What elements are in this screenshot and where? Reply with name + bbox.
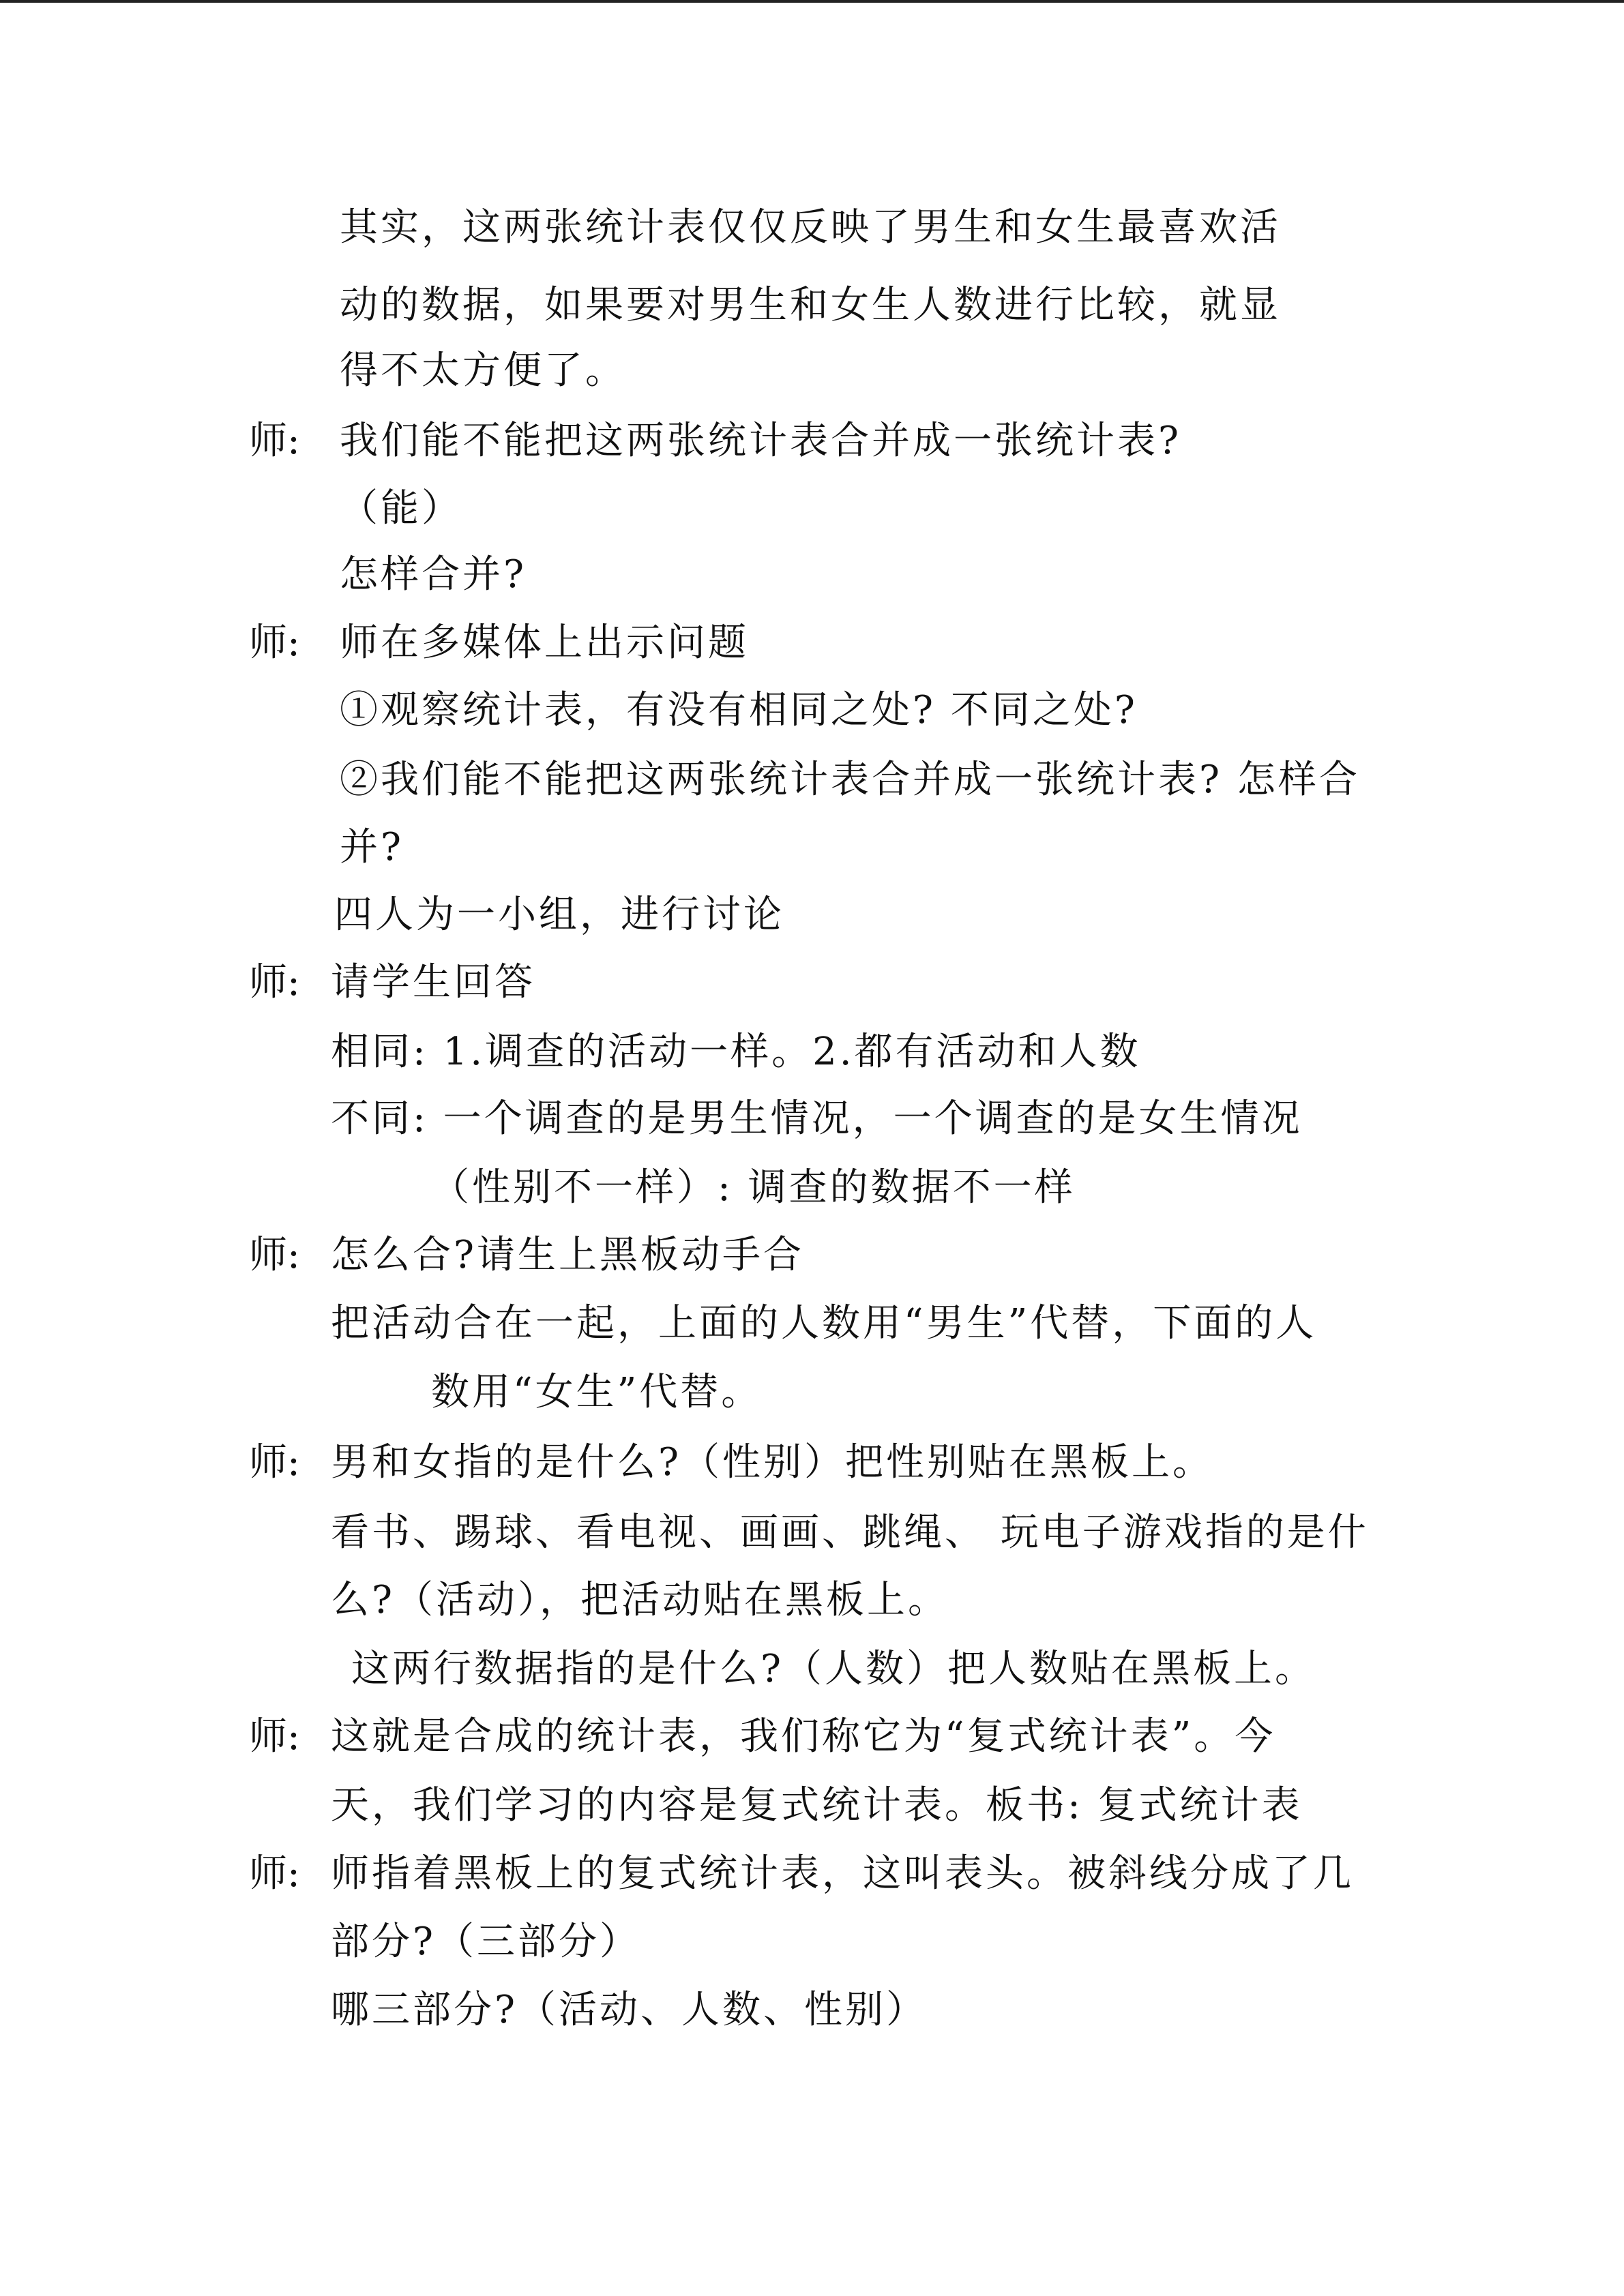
text-line: ①观察统计表，有没有相同之处? 不同之处? <box>340 688 1138 732</box>
text-line: 不同: 一个调查的是男生情况，一个调查的是女生情况 <box>331 1097 1303 1141</box>
speaker-label-teacher: 师: <box>249 419 300 463</box>
speaker-label-teacher: 师: <box>249 621 300 665</box>
text-line: 得不太方便了。 <box>340 348 626 393</box>
text-line: 哪三部分?（活动、人数、性别） <box>331 1988 928 2032</box>
text-line: 并? <box>340 825 404 869</box>
text-line: 我们能不能把这两张统计表合并成一张统计表? <box>340 419 1182 463</box>
text-line: 怎么合?请生上黑板动手合 <box>331 1233 805 1277</box>
text-line: 天，我们学习的内容是复式统计表。板书: 复式统计表 <box>331 1783 1303 1828</box>
text-line: 这两行数据指的是什么?（人数）把人数贴在黑板上。 <box>351 1647 1316 1691</box>
text-line: 男和女指的是什么?（性别）把性别贴在黑板上。 <box>331 1440 1214 1485</box>
text-line: （性别不一样）: 调查的数据不一样 <box>431 1165 1076 1210</box>
text-line: 动的数据，如果要对男生和女生人数进行比较，就显 <box>340 283 1281 327</box>
text-line: 四人为一小组，进行讨论 <box>334 893 784 937</box>
speaker-label-teacher: 师: <box>249 1440 300 1485</box>
speaker-label-teacher: 师: <box>249 1851 300 1896</box>
text-line: 这就是合成的统计表，我们称它为“复式统计表”。今 <box>331 1714 1276 1759</box>
text-line: （能） <box>340 486 462 531</box>
text-line: 师指着黑板上的复式统计表，这叫表头。被斜线分成了几 <box>331 1851 1354 1896</box>
speaker-label-teacher: 师: <box>249 1714 300 1759</box>
speaker-label-teacher: 师: <box>249 1233 300 1277</box>
text-line: 看书、踢球、看电视、画画、跳绳、 玩电子游戏指的是什 <box>331 1510 1369 1555</box>
text-line: 么?（活动），把活动贴在黑板上。 <box>331 1578 949 1622</box>
text-line: 其实，这两张统计表仅仅反映了男生和女生最喜欢活 <box>340 205 1281 250</box>
text-line: 请学生回答 <box>331 960 535 1004</box>
text-line: 数用“女生”代替。 <box>431 1370 763 1414</box>
text-line: 相同: 1.调查的活动一样。2.都有活动和人数 <box>331 1030 1141 1074</box>
text-line: ②我们能不能把这两张统计表合并成一张统计表? 怎样合 <box>340 758 1360 802</box>
text-line: 怎样合并? <box>340 552 527 597</box>
speaker-label-teacher: 师: <box>249 960 300 1004</box>
text-line: 师在多媒体上出示问题 <box>340 621 749 665</box>
text-line: 部分?（三部分） <box>331 1920 641 1964</box>
text-line: 把活动合在一起，上面的人数用“男生”代替，下面的人 <box>331 1301 1317 1345</box>
